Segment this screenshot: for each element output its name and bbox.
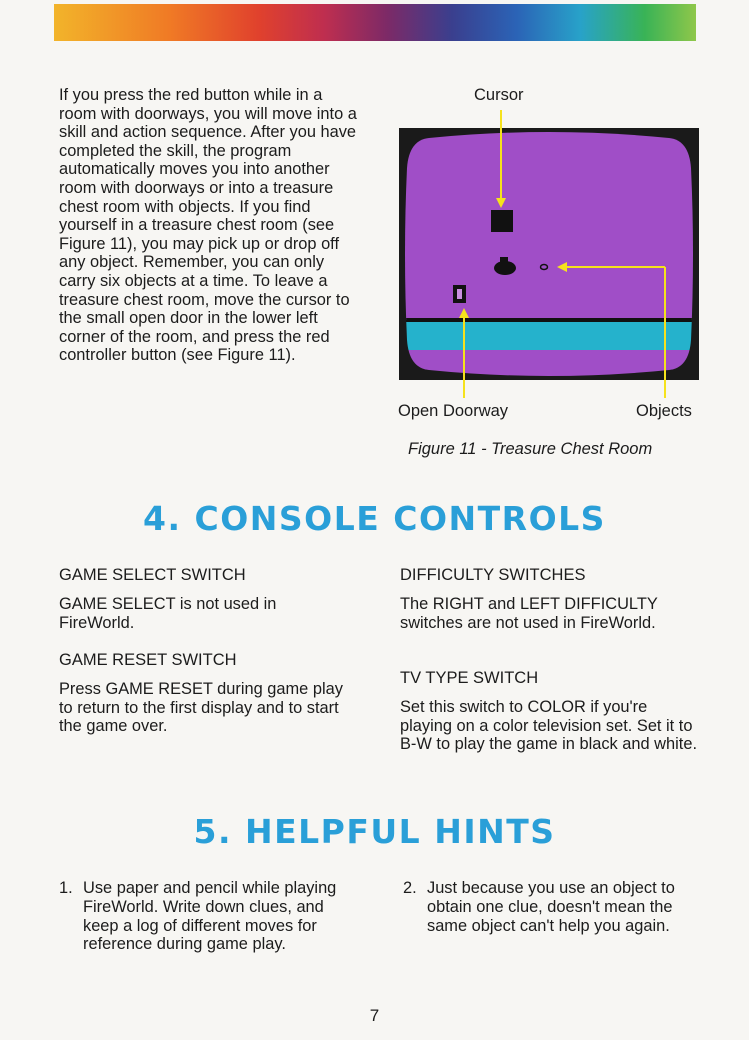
figure-open-doorway-label: Open Doorway: [398, 402, 509, 420]
difficulty-text: The RIGHT and LEFT DIFFICULTY switches are not used in FireWorld.: [400, 595, 658, 632]
hint-item: [59, 879, 359, 954]
difficulty-title: DIFFICULTY SWITCHES: [400, 566, 586, 584]
helpful-hints-heading: 5. HELPFUL HINTS: [193, 812, 556, 851]
page-number: 7: [369, 1006, 380, 1025]
treasure-chest-room-figure: [399, 128, 699, 380]
console-controls-heading: 4. CONSOLE CONTROLS: [143, 499, 606, 538]
room-floor: [399, 128, 699, 320]
hint-text: Just because you use an object to obtain one clue, doesn't mean the same object can't help you again.: [427, 879, 675, 935]
figure-caption: Figure 11 - Treasure Chest Room: [408, 440, 653, 458]
hint-number: 2.: [403, 879, 417, 897]
tv-type-text: Set this switch to COLOR if you're playing on a color television set. Set it to B-W to play the game in black and white.: [400, 698, 698, 753]
game-reset-title: GAME RESET SWITCH: [59, 651, 237, 669]
figure-objects-label: Objects: [636, 402, 692, 420]
game-reset-text: Press GAME RESET during game play to return to the first display and to start the game over.: [59, 680, 343, 735]
cursor-square: [491, 210, 513, 232]
room-cyan-band: [399, 322, 699, 350]
figure-cursor-label: Cursor: [474, 86, 524, 104]
game-select-title: GAME SELECT SWITCH: [59, 566, 246, 584]
hint-number: 1.: [59, 879, 73, 897]
tv-type-title: TV TYPE SWITCH: [400, 669, 539, 687]
hint-item: [403, 879, 703, 935]
rainbow-header-bar: [54, 4, 696, 41]
object-pot: [494, 261, 516, 275]
hint-text: Use paper and pencil while playing FireWorld. Write down clues, and keep a log of different moves for reference during game play.: [83, 879, 337, 954]
game-select-text: GAME SELECT is not used in FireWorld.: [59, 595, 277, 632]
intro-paragraph: If you press the red button while in a room with doorways, you will move into a skill and action sequence. After you have completed the skill, the program automatically moves you into another room with doorways or into a treasure chest room with objects. If you find yourself in a treasure chest room (see Figure 11), you may pick up or drop off any object. Remember, you can only carry six objects at a time. To leave a treasure chest room, move the cursor to the small open door in the lower left corner of the room, and press the red controller button (see Figure 11).: [59, 86, 357, 365]
